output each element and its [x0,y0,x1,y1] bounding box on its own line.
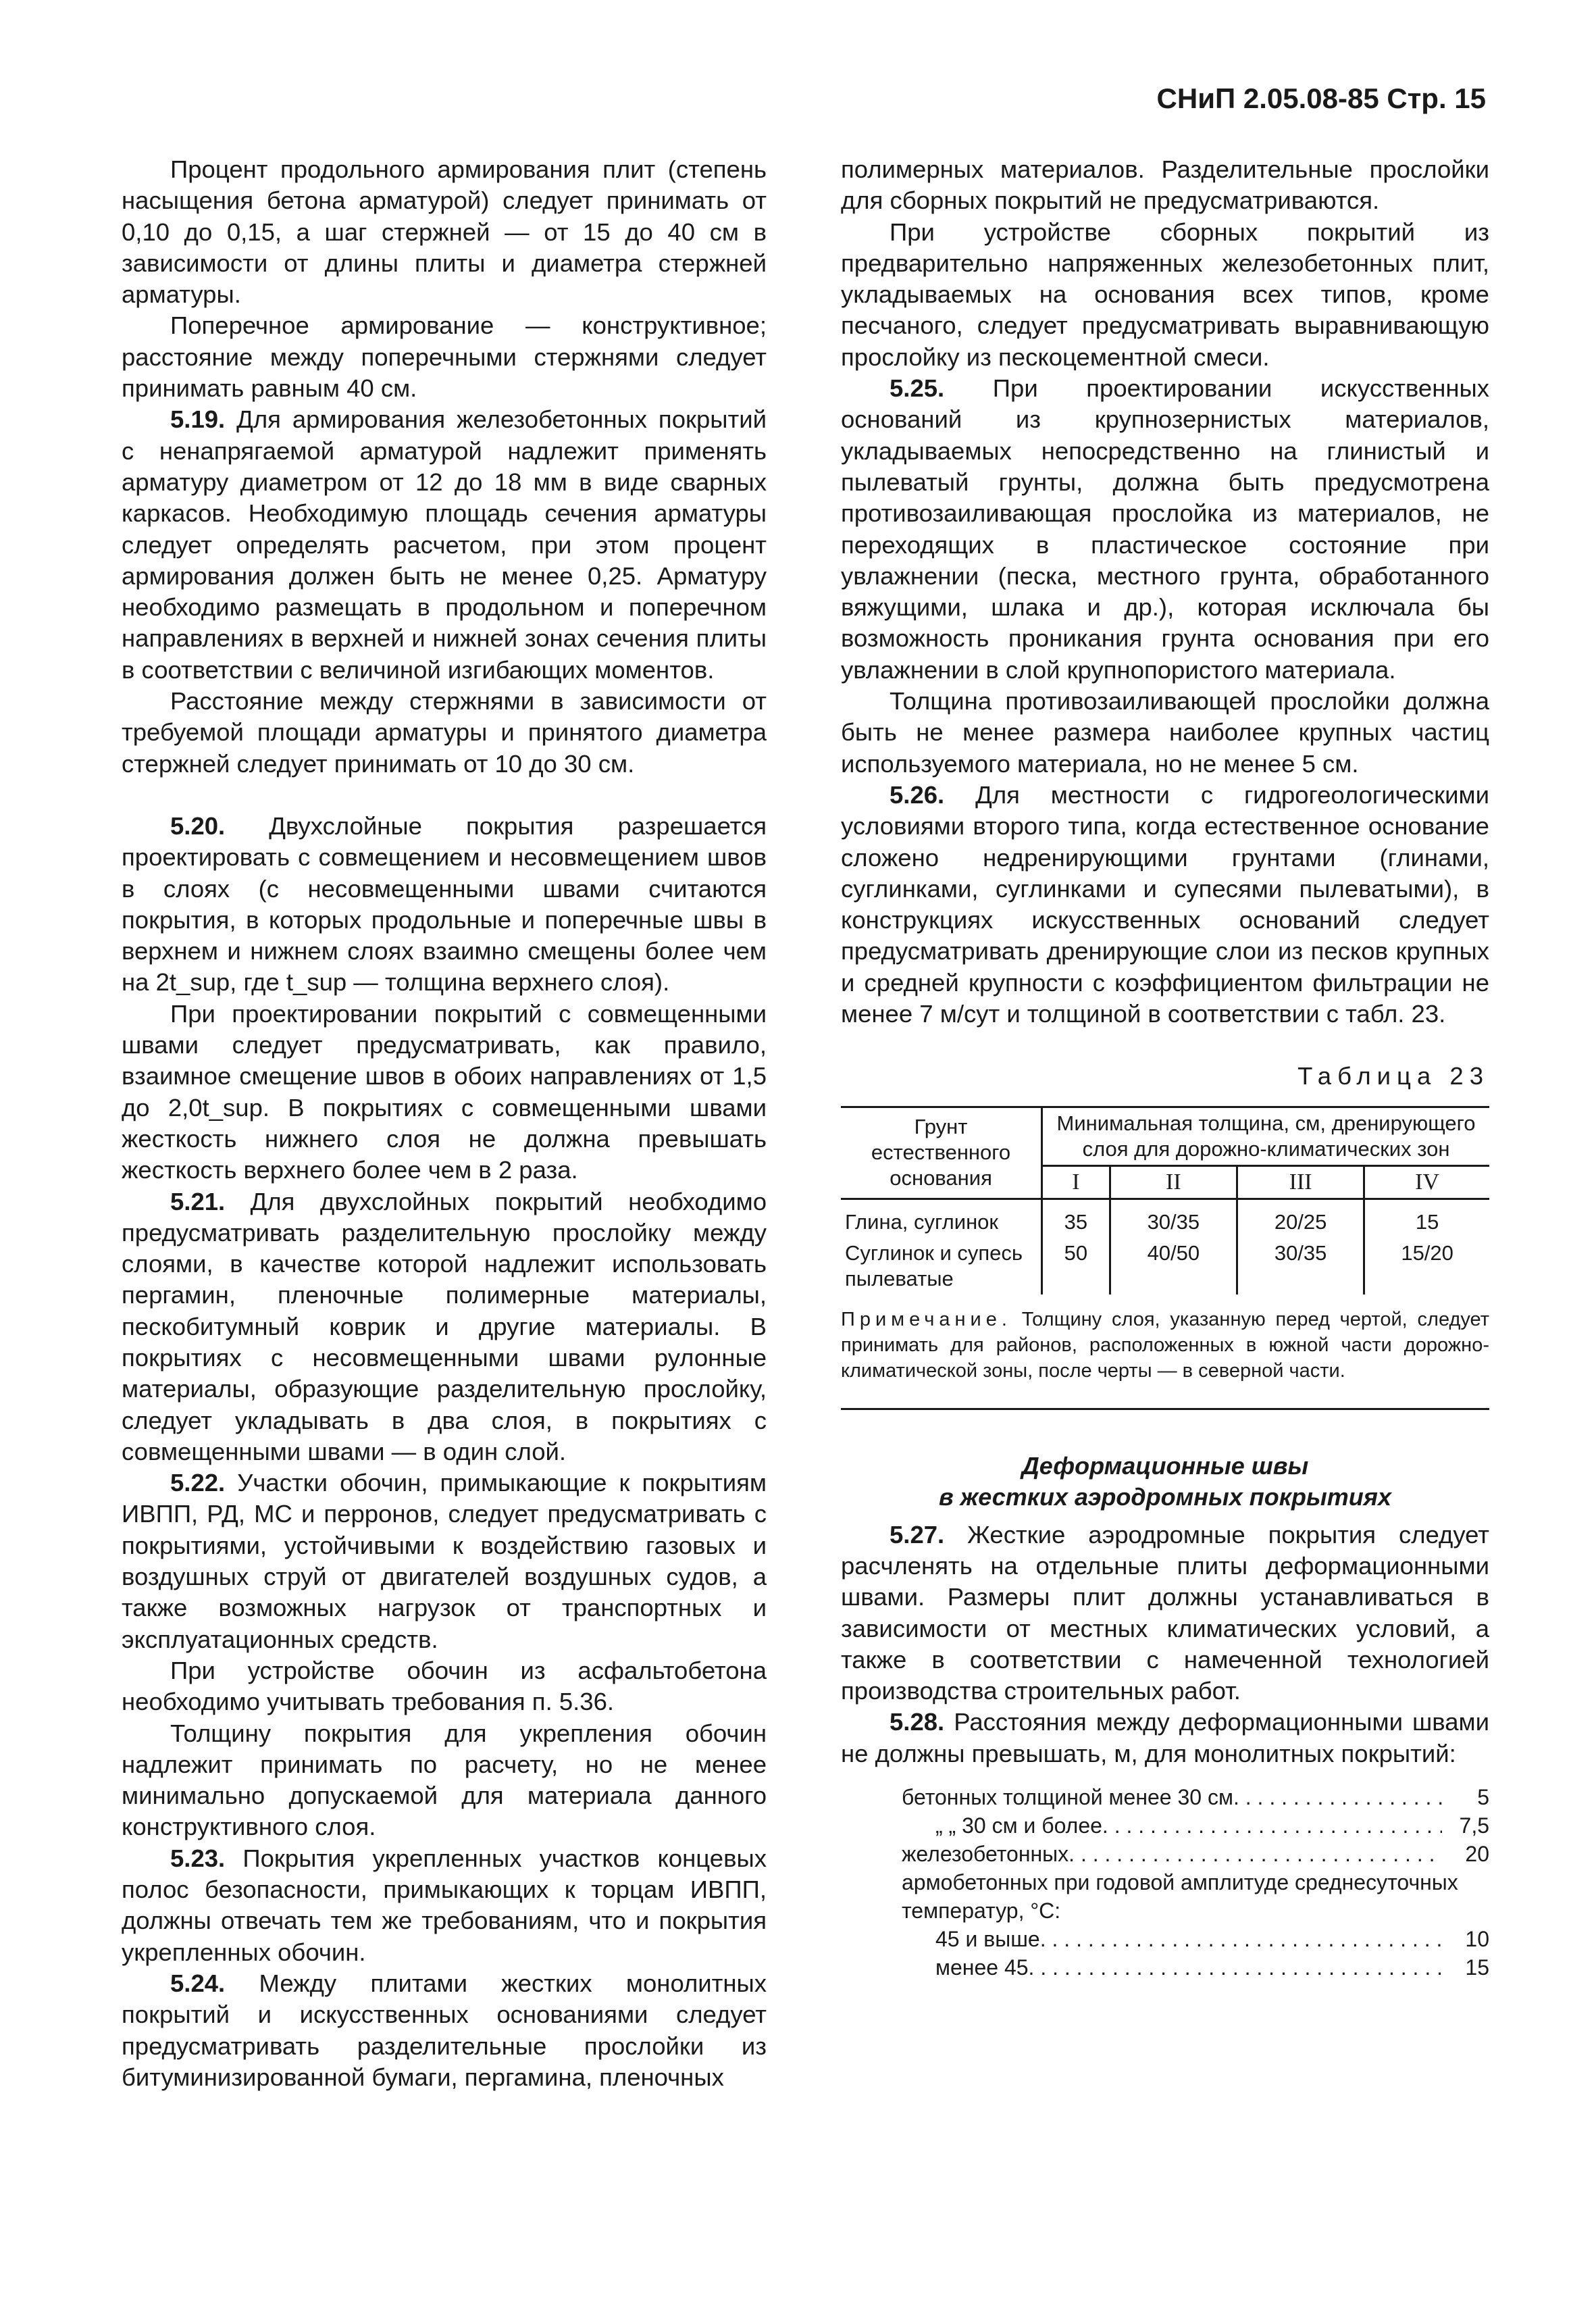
table-cell: 35 [1042,1199,1110,1238]
note-label: Примечание. [841,1308,1012,1330]
table-label: Таблица 23 [1297,1062,1489,1090]
clause-number: 5.19. [170,405,226,434]
paragraph: Толщина противозаиливающей прослойки должна быть не менее размера наиболее крупных частиц используемого материала, но не менее 5 см. [841,687,1489,778]
clause-text: Для армирования железобетонных покрытий с ненапрягаемой арматурой надлежит применять арматуру диаметром от 12 до 18 мм в виде сварных каркасов. Необходимую площадь сечения арматуры следует определять расчетом, при этом процент армирования должен быть не менее 0,25. Арматуру необходимо размещать в продольном и поперечном направлениях в верхней и нижней зонах сечения плиты в соответствии с величиной изгибающих моментов. [122,405,767,684]
clause-number: 5.23. [170,1844,226,1872]
list-item [902,1953,1489,1982]
spacing-list [841,1783,1489,1982]
section-title-line: в жестких аэродромных покрытиях [939,1482,1391,1511]
table-row [841,1199,1489,1238]
list-item-label: армобетонных при годовой амплитуде среднесуточных температур, °С: [902,1869,1458,1923]
table-23 [841,1106,1489,1294]
table-cell-soil: Суглинок и супесь пылеватые [845,1240,1023,1290]
list-item [902,1925,1489,1953]
paragraph: Поперечное армирование — конструктивное; расстояние между поперечными стержнями следует принимать равным 40 см. [122,311,767,403]
section-title-line: Деформационные швы [1021,1451,1309,1480]
clause-text: Расстояния между деформационными швами не должны превышать, м, для монолитных покрытий: [841,1708,1489,1767]
list-item-value: 5 [1477,1784,1489,1809]
paragraph: При устройстве обочин из асфальтобетона необходимо учитывать требования п. 5.36. [122,1656,767,1716]
section-title [841,1451,1489,1513]
clause-number: 5.21. [170,1187,226,1215]
list-item-label: 45 и выше [935,1926,1040,1951]
left-column [122,154,767,2093]
clause-5-26 [841,780,1489,1030]
table-header-group: Минимальная толщина, см, дренирующего слоя для дорожно-климатических зон [1042,1107,1489,1165]
clause-text: Двухслойные покрытия разрешается проектировать с совмещением и несовмещением швов в слоях (с несовмещенными швами считаются покрытия, в которых продольные и поперечные швы в верхнем и нижнем слоях взаимно смещены более чем на 2t_sup, где t_sup — толщина верхнего слоя). [122,811,767,997]
clause-text: Для двухслойных покрытий необходимо предусматривать разделительную прослойку между слоями, в качестве которой надлежит использовать пергамин, пленочные полимерные материалы, пескобитумный коврик и другие материалы. В покрытиях с несовмещенными швами рулонные материалы, образующие разделительную прослойку, следует укладывать в два слоя, в покрытиях с совмещенными швами — в один слой. [122,1187,767,1465]
clause-text: Участки обочин, примыкающие к покрытиям ИВПП, РД, МС и перронов, следует предусматривать с покрытиями, устойчивыми к воздействию газовых и воздушных струй от двигателей воздушных судов, а также возможных нагрузок от транспортных и эксплуатационных средств. [122,1469,767,1653]
clause-5-19 [122,404,767,686]
clause-number: 5.28. [890,1708,945,1736]
clause-number: 5.26. [890,780,945,809]
clause-number: 5.22. [170,1469,226,1497]
list-item [902,1783,1489,1811]
table-cell-soil: Глина, суглинок [845,1209,998,1234]
table-cell: 20/25 [1237,1199,1364,1238]
list-item-value: 20 [1465,1841,1489,1866]
table-header-zone: IV [1364,1165,1489,1199]
paragraph: Процент продольного армирования плит (степень насыщения бетона арматурой) следует принимать от 0,10 до 0,15, а шаг стержней — от 15 до 40 см в зависимости от длины плиты и диаметра стержней арматуры. [122,155,767,309]
clause-number: 5.24. [170,1969,226,1997]
list-item-value: 15 [1465,1955,1489,1980]
clause-5-28 [841,1707,1489,1769]
clause-number: 5.25. [890,374,945,403]
table-header-zone: II [1110,1165,1237,1199]
table-note [841,1307,1489,1384]
paragraph: При проектировании покрытий с совмещенными швами следует предусматривать, как правило, взаимное смещение швов в обоих направлениях от 1,5 до 2,0t_sup. В покрытиях с совмещенными швами жесткость нижнего слоя не должна превышать жесткость верхнего более чем в 2 раза. [122,999,767,1184]
clause-5-21 [122,1186,767,1468]
clause-5-27 [841,1519,1489,1707]
paragraph: Расстояние между стержнями в зависимости от требуемой площади арматуры и принятого диаметра стержней следует принимать от 10 до 30 см. [122,687,767,778]
right-column [841,154,1489,1982]
table-cell: 40/50 [1110,1238,1237,1294]
clause-5-23 [122,1843,767,1968]
table-cell: 30/35 [1237,1238,1364,1294]
table-header-zone: III [1237,1165,1364,1199]
clause-5-22 [122,1467,767,1655]
clause-text: Покрытия укрепленных участков концевых полос безопасности, примыкающих к торцам ИВПП, должны отвечать тем же требованиям, что и покрытия укрепленных обочин. [122,1844,767,1966]
clause-5-24 [122,1968,767,2093]
paragraph: При устройстве сборных покрытий из предварительно напряженных железобетонных плит, укладываемых на основания всех типов, кроме песчаного, следует предусматривать выравнивающую прослойку из пескоцементной смеси. [841,218,1489,371]
table-header-soil: Грунт естественного основания [841,1107,1042,1199]
clause-text: Для местности с гидрогеологическими условиями второго типа, когда естественное основание сложено недренирующими грунтами (глинами, суглинками, суглинками и супесями пылеватыми), в конструкциях искусственных оснований следует предусматривать дренирующие слои из песков крупных и средней крупности с коэффициентом фильтрации не менее 7 м/сут и толщиной в соответствии с табл. 23. [841,780,1489,1028]
clause-5-20 [122,811,767,999]
clause-5-25 [841,373,1489,686]
paragraph: Толщину покрытия для укрепления обочин надлежит принимать по расчету, но не менее минимально допускаемой для материала данного конструктивного слоя. [122,1719,767,1841]
clause-text: При проектировании искусственных оснований из крупнозернистых материалов, укладываемых непосредственно на глинистый и пылеватый грунты, должна быть предусмотрена противозаиливающая прослойка из материалов, не переходящих в пластическое состояние при увлажнении (песка, местного грунта, обработанного вяжущими, шлака и др.), которая исключала бы возможность проникания грунта основания при его увлажнении в слой крупнопористого материала. [841,374,1489,684]
clause-number: 5.27. [890,1520,945,1549]
list-item-label: бетонных толщиной менее 30 см [902,1784,1233,1809]
clause-text: Жесткие аэродромные покрытия следует расчленять на отдельные плиты деформационными швами. Размеры плит должны устанавливаться в зависимости от местных климатических условий, а также в соответствии с намеченной технологией производства строительных работ. [841,1520,1489,1705]
list-item-value: 10 [1465,1926,1489,1951]
divider [841,1408,1489,1410]
list-item-value: 7,5 [1459,1813,1489,1838]
clause-text: Между плитами жестких монолитных покрытий и искусственных основаниями следует предусматривать разделительные прослойки из битуминизированной бумаги, пергамина, пленочных [122,1969,767,2091]
note-text: Толщину слоя, указанную перед чертой, следует принимать для районов, расположенных в южной части дорожно-климатической зоны, после черты — в северной части. [841,1308,1489,1382]
clause-number: 5.20. [170,811,226,840]
list-item [902,1840,1489,1868]
list-item-label: железобетонных [902,1841,1069,1866]
table-row [841,1238,1489,1294]
list-item [902,1868,1489,1925]
page-header: СНиП 2.05.08-85 Стр. 15 [1156,82,1486,114]
table-cell: 15/20 [1364,1238,1489,1294]
list-item-label: менее 45 [935,1955,1029,1980]
table-header-zone: I [1042,1165,1110,1199]
list-item [902,1811,1489,1840]
table-cell: 30/35 [1110,1199,1237,1238]
list-item-label: „ „ 30 см и более [935,1813,1102,1838]
paragraph: полимерных материалов. Разделительные прослойки для сборных покрытий не предусматриваются. [841,155,1489,215]
table-cell: 15 [1364,1199,1489,1238]
table-cell: 50 [1042,1238,1110,1294]
